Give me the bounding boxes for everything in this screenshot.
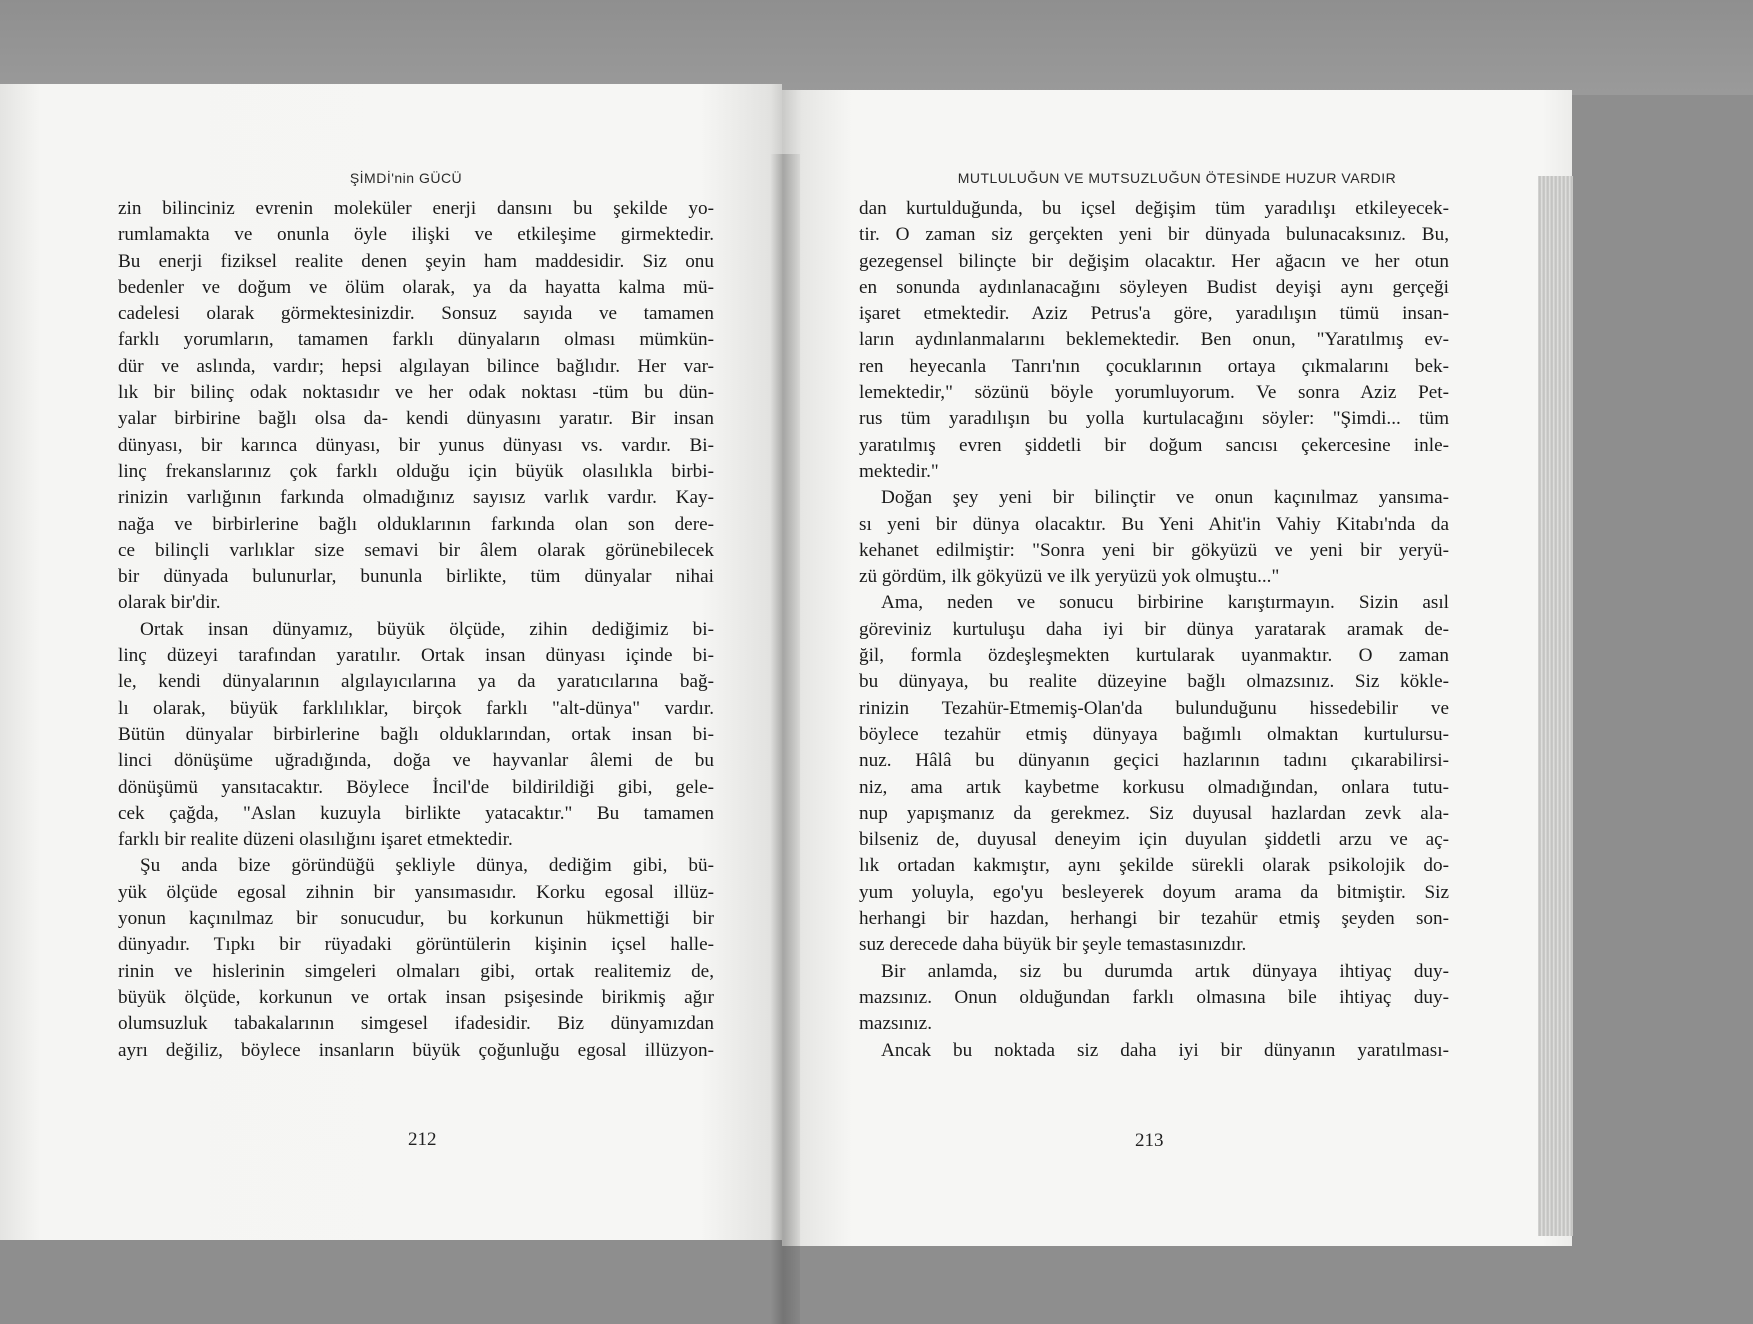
text-line: kehanet edilmiştir: "Sonra yeni bir gökyüzü ve yeni bir yeryü- xyxy=(859,539,1449,561)
text-line: mazsınız. xyxy=(859,1013,932,1035)
text-line: Bu enerji fiziksel realite denen şeyin ham maddesidir. Siz onu xyxy=(118,250,714,272)
left-page-number: 212 xyxy=(408,1129,437,1150)
gutter-shadow xyxy=(770,154,800,1324)
text-line: tir. O zaman siz gerçekten yeni bir dünyada bulunacaksınız. Bu, xyxy=(859,224,1449,246)
text-line: mazsınız. Onun olduğundan farklı olmasına bile ihtiyaç duy- xyxy=(859,986,1449,1008)
left-page xyxy=(0,84,782,1240)
text-line: bedenler ve doğum ve ölüm olarak, ya da hayatta kalma mü- xyxy=(118,276,714,298)
text-line: göreviniz kurtuluşu daha iyi bir dünya yaratarak aramak de- xyxy=(859,618,1449,640)
text-line: dönüşümü yansıtacaktır. Böylece İncil'de bildirildiği gibi, gele- xyxy=(118,776,714,798)
text-line: en sonunda aydınlanacağını söyleyen Budist deyişi aynı gerçeği xyxy=(859,276,1449,298)
text-line: dünyadır. Tıpkı bir rüyadaki görüntülerin kişinin içsel halle- xyxy=(118,934,714,956)
text-line: dür ve aslında, vardır; hepsi algılayan bilince bağlıdır. Her var- xyxy=(118,355,714,377)
text-line: lık ortadan kakmıştır, aynı şekilde sürekli olarak psikolojik do- xyxy=(859,855,1449,877)
text-line: suz derecede daha büyük bir şeyle temastasınızdır. xyxy=(859,934,1247,956)
right-page-text xyxy=(859,196,1449,1064)
text-line: herhangi bir hazdan, herhangi bir tezahür etmiş şeyden son- xyxy=(859,908,1449,930)
text-line: rus tüm yaradılışın bu yolla kurtulacağını söyler: "Şimdi... tüm xyxy=(859,408,1449,430)
text-line: zü gördüm, ilk gökyüzü ve ilk yeryüzü yok olmuştu..." xyxy=(859,566,1280,588)
right-page-number: 213 xyxy=(1135,1130,1164,1151)
text-line: gezegensel bilinçte bir değişim olacaktır. Her ağacın ve her otun xyxy=(859,250,1449,272)
text-line: olarak bir'dir. xyxy=(118,592,221,614)
text-line: linç frekanslarınız çok farklı olduğu için büyük olasılıkla birbi- xyxy=(118,460,714,482)
text-line: böylece tezahür etmiş dünyaya bağımlı olmaktan kurtulursu- xyxy=(859,723,1449,745)
text-line: lemektedir," sözünü böyle yorumluyorum. Ve sonra Aziz Pet- xyxy=(859,382,1449,404)
text-line: farklı bir realite düzeni olasılığını işaret etmektedir. xyxy=(118,829,513,851)
text-line: yum yoluyla, ego'yu besleyerek doyum arama da bitmiştir. Siz xyxy=(859,881,1449,903)
text-line: bilseniz de, duyusal deneyim için duyulan şiddetli arzu ve aç- xyxy=(859,829,1449,851)
text-line: linç düzeyi tarafından yaratılır. Ortak insan dünyası içinde bi- xyxy=(118,645,714,667)
text-line: yaratılmış evren şiddetli bir doğum sancısı çekercesine inle- xyxy=(859,434,1449,456)
text-line: Bir anlamda, siz bu durumda artık dünyaya ihtiyaç duy- xyxy=(881,960,1449,982)
text-line: farklı yorumların, tamamen farklı dünyaların olması mümkün- xyxy=(118,329,714,351)
text-line: lık bir bilinç odak noktasıdır ve her odak noktası -tüm bu dün- xyxy=(118,382,714,404)
text-line: ce bilinçli varlıklar size semavi bir âlem olarak görünebilecek xyxy=(118,539,714,561)
left-running-head: ŞİMDİ'nin GÜCÜ xyxy=(349,170,463,186)
text-line: rumlamakta ve onunla öyle ilişki ve etkileşime girmektedir. xyxy=(118,224,714,246)
text-line: Ancak bu noktada siz daha iyi bir dünyanın yaratılması- xyxy=(881,1039,1449,1061)
text-line: nup yapışmanız da gerekmez. Siz duyusal hazlardan zevk ala- xyxy=(859,802,1449,824)
text-line: lı olarak, büyük farklılıklar, birçok farklı "alt-dünya" vardır. xyxy=(118,697,714,719)
text-line: Ortak insan dünyamız, büyük ölçüde, zihin dediğimiz bi- xyxy=(140,618,714,640)
text-line: dünyası, bir karınca dünyası, bir yunus dünyası vs. vardır. Bi- xyxy=(118,434,714,456)
text-line: ların aydınlanmalarını beklemektedir. Ben onun, "Yaratılmış ev- xyxy=(859,329,1449,351)
text-line: nağa ve birbirlerine bağlı olduklarının farkında olan son dere- xyxy=(118,513,714,535)
text-line: Bütün dünyalar birbirlerine bağlı olduklarından, ortak insan bi- xyxy=(118,723,714,745)
text-line: Şu anda bize göründüğü şekliyle dünya, dediğim gibi, bü- xyxy=(140,855,714,877)
text-line: işaret etmektedir. Aziz Petrus'a göre, yaradılışın tümü insan- xyxy=(859,303,1449,325)
text-line: niz, ama artık kaybetme korkusu olmadığından, onlara tutu- xyxy=(859,776,1449,798)
open-book xyxy=(0,84,1753,1240)
text-line: yonun kaçınılmaz bir sonucudur, bu korkunun hükmettiği bir xyxy=(118,908,714,930)
left-page-text xyxy=(118,196,714,1064)
text-line: zin bilinciniz evrenin moleküler enerji dansını bu şekilde yo- xyxy=(118,198,714,219)
right-running-head: MUTLULUĞUN VE MUTSUZLUĞUN ÖTESİNDE HUZUR VARDIR xyxy=(957,170,1397,186)
text-line: Ama, neden ve sonucu birbirine karıştırmayın. Sizin asıl xyxy=(881,592,1449,614)
text-line: dan kurtulduğunda, bu içsel değişim tüm yaradılışı etkileyecek- xyxy=(859,198,1449,219)
text-line: rinizin varlığının farkında olmadığınız sayısız varlık vardır. Kay- xyxy=(118,487,714,509)
text-line: yalar birbirine bağlı olsa da- kendi dünyasını yaratır. Bir insan xyxy=(118,408,714,430)
text-line: ren heyecanla Tanrı'nın çocuklarının ortaya çıkmalarını bek- xyxy=(859,355,1449,377)
text-line: sı yeni bir dünya olacaktır. Bu Yeni Ahit'in Vahiy Kitabı'nda da xyxy=(859,513,1449,535)
text-line: büyük ölçüde, korkunun ve ortak insan psişesinde birikmiş ağır xyxy=(118,986,714,1008)
text-line: cadelesi olarak görmektesinizdir. Sonsuz sayıda ve tamamen xyxy=(118,303,714,325)
text-line: rinin ve hislerinin simgeleri olmaları gibi, ortak realitemiz de, xyxy=(118,960,714,982)
text-line: mektedir." xyxy=(859,460,939,482)
text-line: ayrı değiliz, böylece insanların büyük çoğunluğu egosal illüzyon- xyxy=(118,1039,714,1061)
text-line: bir dünyada bulunurlar, bununla birlikte, tüm dünyalar nihai xyxy=(118,566,714,588)
right-page xyxy=(782,90,1572,1246)
text-line: linci dönüşüme uğradığında, doğa ve hayvanlar âlemi de bu xyxy=(118,750,714,772)
scanner-background xyxy=(0,0,1753,95)
text-line: le, kendi dünyalarının algılayıcılarına ya da yaratıcılarına bağ- xyxy=(118,671,714,693)
text-line: nuz. Hâlâ bu dünyanın geçici hazlarının tadını çıkarabilirsi- xyxy=(859,750,1449,772)
text-line: Doğan şey yeni bir bilinçtir ve onun kaçınılmaz yansıma- xyxy=(881,487,1449,509)
page-edges xyxy=(1538,176,1573,1236)
text-line: bu dünyaya, bu realite düzeyine bağlı olmazsınız. Siz kökle- xyxy=(859,671,1449,693)
text-line: ğil, formla özdeşleşmekten kurtularak uyanmaktır. O zaman xyxy=(859,645,1449,667)
text-line: cek çağda, "Aslan kuzuyla birlikte yatacaktır." Bu tamamen xyxy=(118,802,714,824)
text-line: yük ölçüde egosal zihnin bir yansımasıdır. Korku egosal illüz- xyxy=(118,881,714,903)
text-line: rinizin Tezahür-Etmemiş-Olan'da bulunduğunu hissedebilir ve xyxy=(859,697,1449,719)
text-line: olumsuzluk tabakalarının simgesel ifadesidir. Biz dünyamızdan xyxy=(118,1013,714,1035)
